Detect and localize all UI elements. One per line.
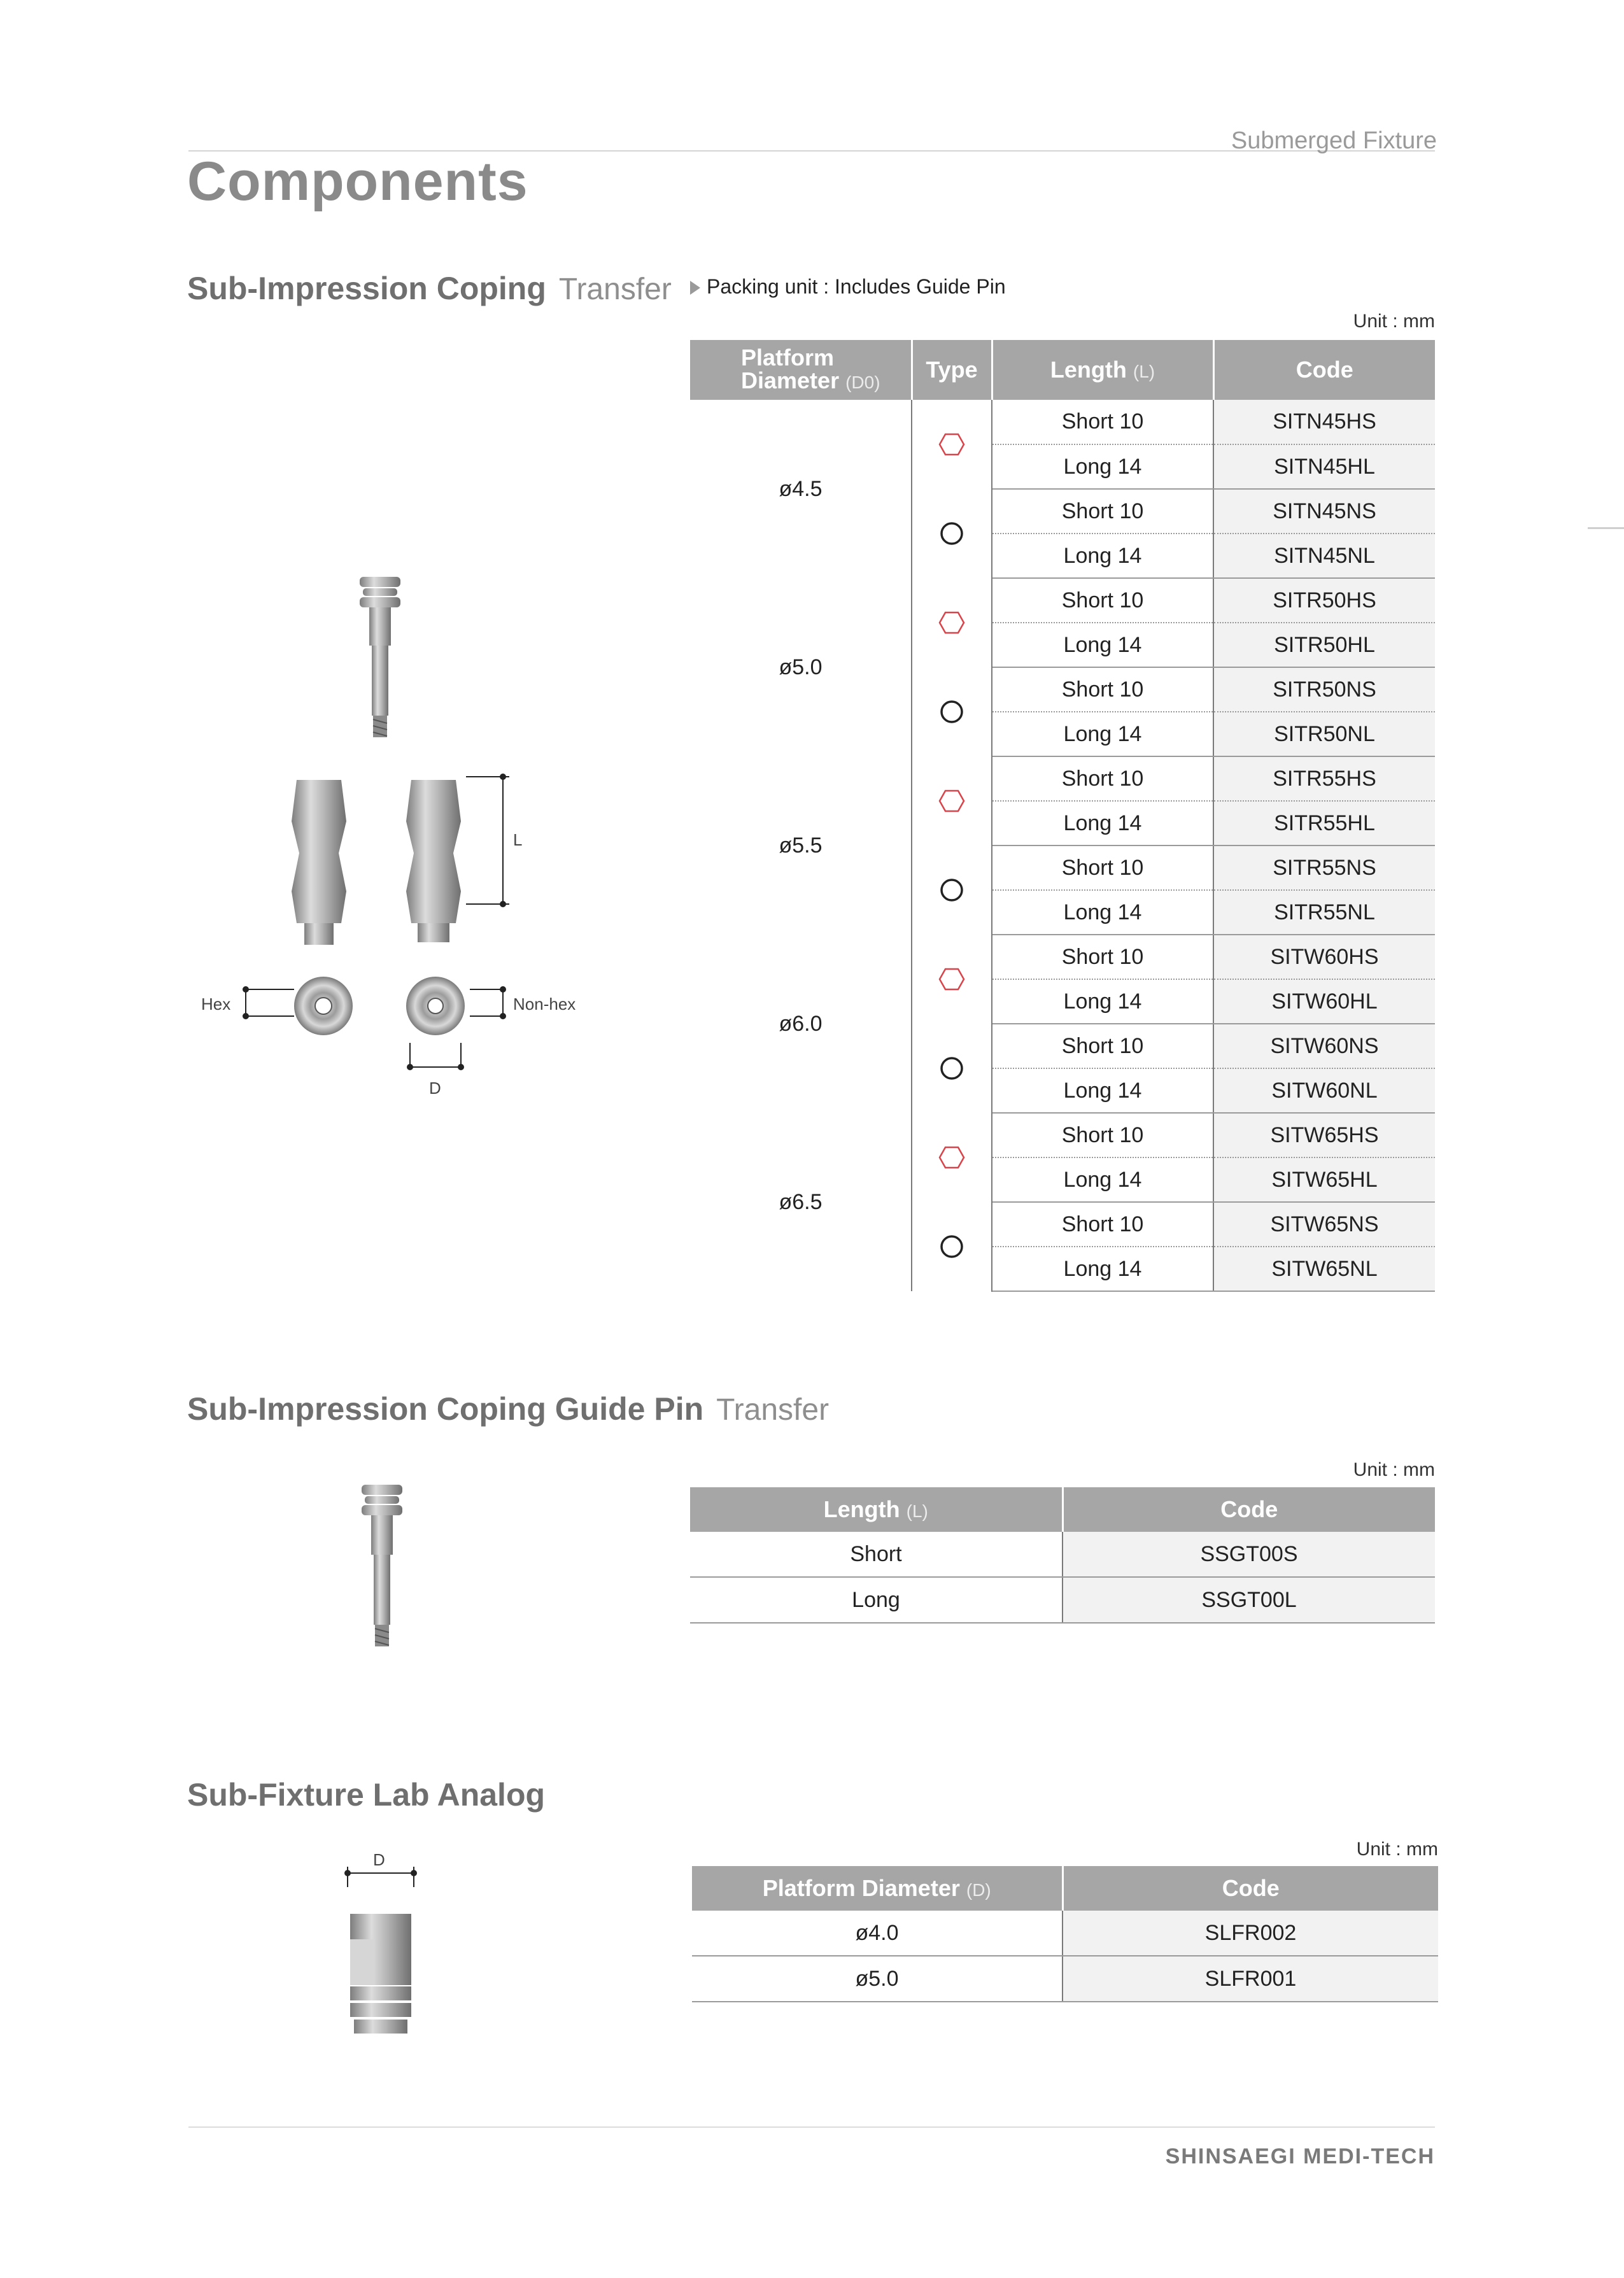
col-diameter — [692, 1866, 1063, 1911]
code-cell: SITR55HS — [1213, 756, 1435, 801]
type-cell — [912, 489, 992, 578]
code-cell: SSGT00S — [1063, 1532, 1435, 1577]
length-cell: Long 14 — [992, 801, 1213, 845]
table-row — [690, 756, 1435, 801]
table-row — [690, 935, 1435, 979]
code-cell: SITR50HL — [1213, 623, 1435, 667]
hex-label: Hex — [201, 994, 231, 1014]
analog-diameter-label: D — [373, 1850, 385, 1869]
length-cell: Long 14 — [992, 534, 1213, 578]
section1-heading — [187, 270, 672, 307]
type-cell — [912, 1024, 992, 1113]
code-cell: SITR55HL — [1213, 801, 1435, 845]
lab-analog-illustration — [331, 1864, 433, 2068]
type-cell — [912, 667, 992, 756]
length-cell: Short 10 — [992, 756, 1213, 801]
lab-analog-table-header — [692, 1866, 1438, 1911]
section1-title: Sub-Impression Coping — [187, 271, 546, 306]
length-cell: Long 14 — [992, 712, 1213, 756]
col-diameter-line2: Diameter — [741, 367, 840, 393]
table-row — [692, 1911, 1438, 1956]
section2-heading — [187, 1390, 829, 1427]
code-cell: SITR50HS — [1213, 578, 1435, 623]
triangle-bullet-icon — [690, 281, 700, 295]
length-dimension — [466, 774, 509, 907]
circle-icon — [938, 1054, 966, 1082]
table-row — [690, 1113, 1435, 1157]
length-cell: Short — [690, 1532, 1063, 1577]
code-cell: SSGT00L — [1063, 1577, 1435, 1623]
code-cell: SITW65NL — [1213, 1247, 1435, 1291]
hexagon-icon — [938, 430, 966, 458]
code-cell: SITR55NS — [1213, 845, 1435, 890]
table-row — [692, 1956, 1438, 2002]
diameter-cell: ø5.0 — [692, 1956, 1063, 2002]
table-row — [690, 1532, 1435, 1577]
col-code: Code — [1063, 1866, 1438, 1911]
length-cell: Long 14 — [992, 623, 1213, 667]
length-cell: Long — [690, 1577, 1063, 1623]
code-cell: SITW65HL — [1213, 1157, 1435, 1202]
code-cell: SITW60HS — [1213, 935, 1435, 979]
footer-rule — [188, 2126, 1435, 2128]
page-title: Components — [187, 151, 528, 212]
col-length — [690, 1487, 1063, 1532]
length-cell: Long 14 — [992, 1247, 1213, 1291]
col-diameter-unit: (D) — [966, 1880, 991, 1900]
type-cell — [912, 756, 992, 845]
type-cell — [912, 1113, 992, 1202]
length-cell: Short 10 — [992, 578, 1213, 623]
table-row — [690, 1577, 1435, 1623]
hexagon-icon — [938, 1143, 966, 1171]
col-diameter-label: Platform Diameter — [762, 1875, 960, 1901]
guide-pin-illustration — [344, 1477, 420, 1655]
col-length — [992, 340, 1213, 400]
col-length-unit: (L) — [1133, 362, 1155, 381]
hex-disc-image — [243, 977, 353, 1035]
diameter-cell: ø6.5 — [690, 1113, 912, 1291]
hexagon-icon — [938, 965, 966, 993]
length-cell: Short 10 — [992, 845, 1213, 890]
code-cell: SITW65NS — [1213, 1202, 1435, 1247]
type-cell — [912, 935, 992, 1024]
diameter-cell: ø4.0 — [692, 1911, 1063, 1956]
code-cell: SITW60HL — [1213, 979, 1435, 1024]
guide-pin-table — [690, 1487, 1435, 1624]
section3-unit: Unit : mm — [1356, 1839, 1438, 1860]
section3-title: Sub-Fixture Lab Analog — [187, 1777, 546, 1813]
non-hex-label: Non-hex — [513, 994, 576, 1014]
length-cell: Short 10 — [992, 489, 1213, 534]
length-cell: Long 14 — [992, 1068, 1213, 1113]
code-cell: SITN45HL — [1213, 444, 1435, 489]
col-diameter — [690, 340, 912, 400]
table-row — [690, 400, 1435, 444]
diameter-label: D — [429, 1079, 441, 1098]
length-cell: Short 10 — [992, 400, 1213, 444]
coping-illustration — [191, 560, 637, 1121]
circle-icon — [938, 876, 966, 904]
col-code: Code — [1063, 1487, 1435, 1532]
non-hex-coping-image — [406, 780, 461, 942]
code-cell: SLFR001 — [1063, 1956, 1438, 2002]
diameter-cell: ø4.5 — [690, 400, 912, 578]
type-cell — [912, 1202, 992, 1291]
code-cell: SITR55NL — [1213, 890, 1435, 935]
length-cell: Long 14 — [992, 444, 1213, 489]
code-cell: SITW65HS — [1213, 1113, 1435, 1157]
hex-coping-image — [292, 780, 346, 945]
code-cell: SITN45HS — [1213, 400, 1435, 444]
code-cell: SITR50NS — [1213, 667, 1435, 712]
diameter-cell: ø5.0 — [690, 578, 912, 756]
section1-unit: Unit : mm — [1353, 311, 1435, 332]
length-cell: Short 10 — [992, 1113, 1213, 1157]
guide-pin-table-header — [690, 1487, 1435, 1532]
circle-icon — [938, 520, 966, 548]
footer-brand: SHINSAEGI MEDI-TECH — [1165, 2144, 1435, 2168]
lab-analog-table — [692, 1866, 1438, 2002]
type-cell — [912, 845, 992, 935]
type-cell — [912, 400, 992, 489]
col-code: Code — [1213, 340, 1435, 400]
col-length-label: Length — [1050, 357, 1127, 383]
type-cell — [912, 578, 992, 667]
section1-subtitle: Transfer — [558, 272, 672, 306]
hexagon-icon — [938, 787, 966, 815]
table-row — [690, 578, 1435, 623]
non-hex-disc-image — [406, 977, 506, 1070]
circle-icon — [938, 698, 966, 726]
col-type: Type — [912, 340, 992, 400]
col-length-unit: (L) — [906, 1501, 928, 1521]
side-tab-marker — [1588, 527, 1624, 529]
code-cell: SITW60NL — [1213, 1068, 1435, 1113]
hexagon-icon — [938, 609, 966, 637]
col-length-label: Length — [823, 1496, 900, 1522]
length-cell: Long 14 — [992, 1157, 1213, 1202]
guide-pin-image — [360, 577, 400, 737]
length-cell: Short 10 — [992, 667, 1213, 712]
code-cell: SITW60NS — [1213, 1024, 1435, 1068]
code-cell: SITR50NL — [1213, 712, 1435, 756]
length-cell: Short 10 — [992, 1024, 1213, 1068]
col-diameter-line1: Platform — [741, 344, 835, 371]
packing-note — [690, 275, 1006, 299]
section2-subtitle: Transfer — [716, 1393, 830, 1427]
section-label: Submerged Fixture — [1231, 127, 1437, 154]
coping-table-body — [690, 400, 1435, 1291]
diameter-cell: ø6.0 — [690, 935, 912, 1113]
col-diameter-unit: (D0) — [845, 372, 880, 392]
packing-note-text: Packing unit : Includes Guide Pin — [707, 275, 1006, 298]
length-cell: Short 10 — [992, 935, 1213, 979]
length-cell: Long 14 — [992, 979, 1213, 1024]
coping-table-header — [690, 340, 1435, 400]
code-cell: SITN45NL — [1213, 534, 1435, 578]
length-label: L — [513, 830, 523, 849]
section2-unit: Unit : mm — [1353, 1459, 1435, 1480]
section2-title: Sub-Impression Coping Guide Pin — [187, 1391, 704, 1427]
code-cell: SLFR002 — [1063, 1911, 1438, 1956]
code-cell: SITN45NS — [1213, 489, 1435, 534]
length-cell: Long 14 — [992, 890, 1213, 935]
coping-table — [690, 340, 1435, 1292]
length-cell: Short 10 — [992, 1202, 1213, 1247]
circle-icon — [938, 1233, 966, 1261]
diameter-cell: ø5.5 — [690, 756, 912, 935]
